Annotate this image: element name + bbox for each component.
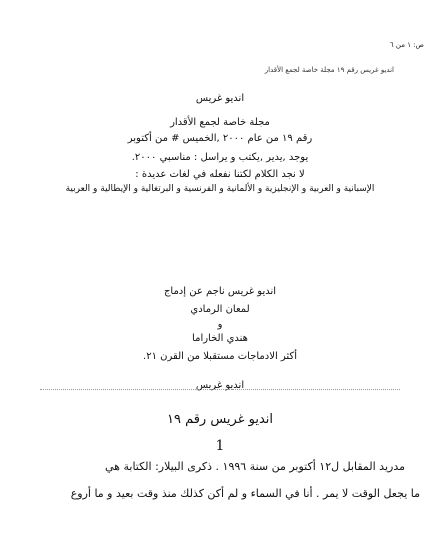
- credits-line-2: لمعان الرمادي: [190, 304, 250, 315]
- credits-line-6: انديو غريس: [195, 380, 245, 391]
- paragraph-line-2: ما يجعل الوقت لا يمر . أنا في السماء و لم أكن كذلك منذ وقت بعيد و ما أروع: [70, 487, 420, 500]
- languages-list: الإسبانية و العربية و الإنجليزية و الألمانية و الفرنسية و البرتغالية و الإيطالية و العربية: [65, 184, 375, 194]
- publisher-line: يوجد ,يدير ,يكتب و يراسل : مناسبي ٢٠٠٠.: [131, 152, 309, 163]
- credits-line-1: انديو غريس ناجم عن إدماج: [163, 286, 277, 297]
- credits-line-3: و: [217, 319, 223, 330]
- credits-line-4: هندي الخاراما: [192, 333, 248, 344]
- section-heading: انديو غريس رقم ١٩: [166, 412, 274, 427]
- section-number: 1: [215, 438, 225, 454]
- section-divider: [40, 389, 400, 390]
- page-number: ص: ١ من ٦: [389, 41, 424, 49]
- running-head: انديو غريس رقم ١٩ مجلة خاصة لجمع الأقدار: [264, 66, 394, 74]
- issue-line: رقم ١٩ من عام ٢٠٠٠ ,الخميس # من أكتوبر: [127, 133, 313, 144]
- credits-line-5: أكثر الادماجات مستقبلا من القرن ٢١.: [143, 351, 297, 362]
- paragraph-line-1: مدريد المقابل ل١٢ أكتوبر من سنة ١٩٩٦ . ذكرى البيلار: الكتابة هي: [105, 460, 405, 473]
- magazine-title: مجلة خاصة لجمع الأقدار: [170, 117, 270, 128]
- languages-intro: لا نجد الكلام لكتنا نفعله في لغات عديدة :: [135, 169, 305, 180]
- author-name: انديو غريس: [195, 93, 245, 104]
